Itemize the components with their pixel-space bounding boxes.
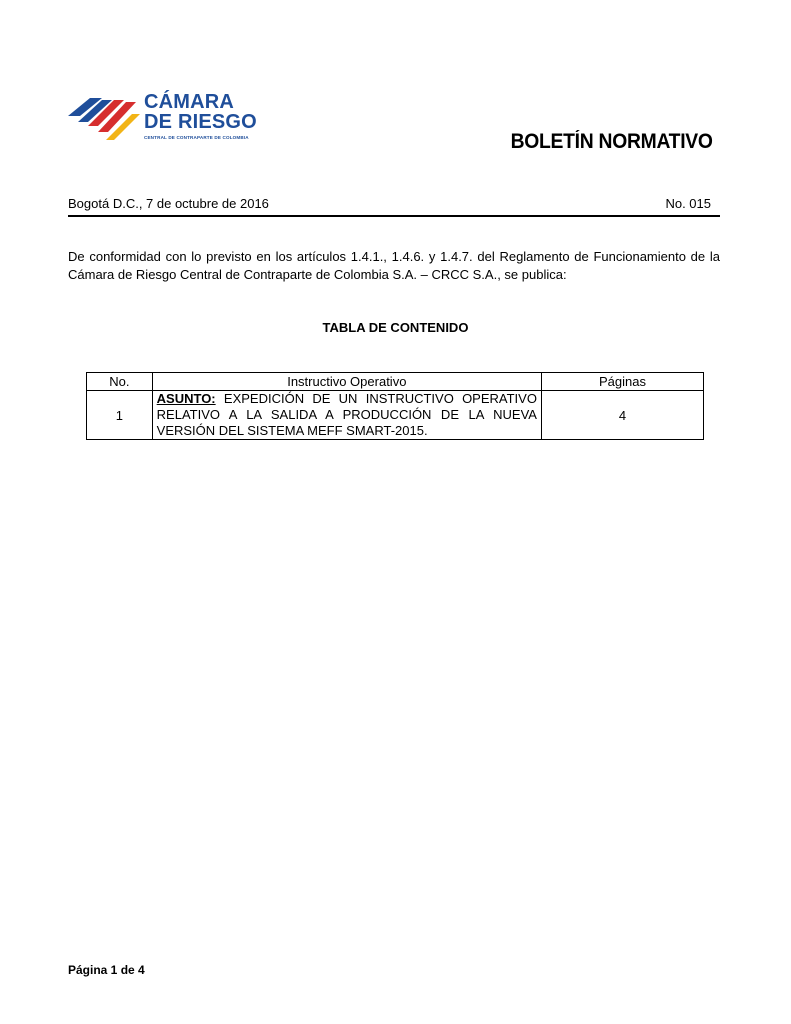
company-logo — [68, 92, 278, 144]
subject-text: EXPEDICIÓN DE UN INSTRUCTIVO OPERATIVO RELATIVO A LA SALIDA A PRODUCCIÓN DE LA NUEVA VERSIÓN DEL SISTEMA MEFF SMART-2015. — [156, 391, 537, 438]
document-meta — [68, 196, 711, 211]
header-divider — [68, 215, 720, 217]
document-title: BOLETÍN NORMATIVO — [510, 130, 713, 153]
row-number: 1 — [87, 391, 153, 440]
logo-wordmark — [144, 92, 257, 140]
toc-table — [86, 372, 704, 440]
column-header-paginas: Páginas — [541, 373, 703, 391]
row-pages: 4 — [541, 391, 703, 440]
row-subject — [152, 391, 541, 440]
bulletin-number: No. 015 — [665, 196, 711, 211]
logo-line-2: DE RIESGO — [144, 111, 257, 133]
table-row — [87, 391, 704, 440]
toc-header-row — [87, 373, 704, 391]
logo-tagline: CENTRAL DE CONTRAPARTE DE COLOMBIA — [144, 135, 249, 140]
page-footer: Página 1 de 4 — [68, 963, 145, 977]
column-header-no: No. — [87, 373, 153, 391]
logo-stripes-icon — [68, 92, 142, 144]
subject-label: ASUNTO: — [156, 391, 216, 406]
column-header-instructivo: Instructivo Operativo — [152, 373, 541, 391]
logo-line-1: CÁMARA — [144, 91, 235, 113]
intro-paragraph: De conformidad con lo previsto en los artículos 1.4.1., 1.4.6. y 1.4.7. del Reglamento de Funcionamiento de la Cámara de Riesgo Central de Contraparte de Colombia S.A. – CRCC S.A., se publica: — [68, 249, 720, 282]
place-date: Bogotá D.C., 7 de octubre de 2016 — [68, 196, 269, 211]
toc-heading: TABLA DE CONTENIDO — [322, 320, 469, 335]
